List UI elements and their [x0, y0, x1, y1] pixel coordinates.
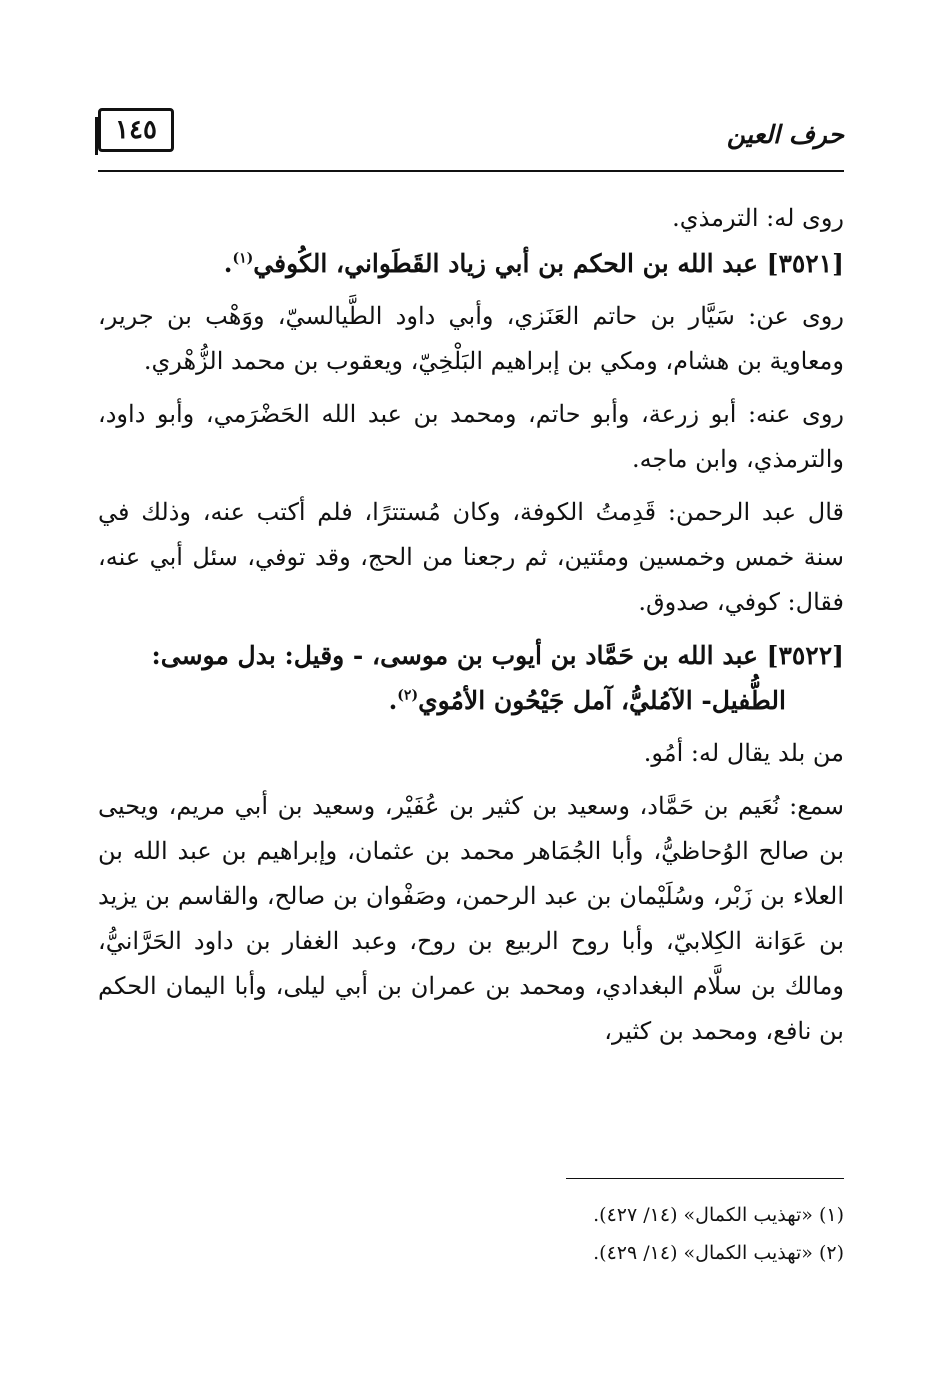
entry-3521-title: [٣٥٢١] عبد الله بن الحكم بن أبي زياد القَطَواني، الكُوفي — [253, 249, 844, 278]
page-header — [98, 108, 844, 168]
page-number: ١٤٥ — [115, 115, 157, 145]
entry-3521-end: . — [223, 249, 233, 278]
entry-heading-3522-cont — [98, 678, 844, 723]
footnotes — [98, 1196, 844, 1272]
running-title: حرف العين — [726, 120, 844, 149]
paragraph-narrators: روى عنه: أبو زرعة، وأبو حاتم، ومحمد بن عبد الله الحَضْرَمي، وأبو داود، والترمذي، وابن ماجه. — [98, 400, 844, 473]
header-rule — [98, 170, 844, 172]
paragraph-origin: من بلد يقال له: أمُو. — [643, 739, 844, 767]
footnote-ref-2: (٢) — [397, 687, 419, 704]
entry-heading-3521 — [98, 241, 844, 286]
footnote-1: (١) «تهذيب الكمال» (١٤/ ٤٢٧). — [593, 1204, 844, 1226]
entry-3522-title-line2: الطُّفيل- الآمُليُّ، آمل جَيْحُون الأمُوي — [418, 686, 786, 715]
entry-heading-3522 — [98, 633, 844, 678]
entry-3522-title-line1: [٣٥٢٢] عبد الله بن حَمَّاد بن أيوب بن موسى، - وقيل: بدل موسى: — [151, 641, 844, 670]
paragraph-narrated-by: روى له: الترمذي. — [672, 204, 844, 232]
footnote-ref-1: (١) — [232, 250, 254, 267]
footnote-2: (٢) «تهذيب الكمال» (١٤/ ٤٢٩). — [593, 1242, 844, 1264]
paragraph-quote: قال عبد الرحمن: قَدِمتُ الكوفة، وكان مُستترًا، فلم أكتب عنه، وذلك في سنة خمس وخمسين ومئتين، ثم رجعنا من الحج، وقد توفي، سئل أبي عنه، فقال: كوفي، صدوق. — [98, 498, 845, 616]
footnote-rule — [566, 1178, 844, 1179]
main-text — [98, 196, 844, 1062]
page-number-box — [98, 108, 174, 152]
paragraph-narrated-from: روى عن: سَيَّار بن حاتم العَنَزي، وأبي داود الطَّيالسيّ، ووَهْب بن جرير، ومعاوية بن هشام، ومكي بن إبراهيم البَلْخِيّ، ويعقوب بن محمد الزُّهْري. — [98, 302, 844, 375]
paragraph-heard-from: سمع: نُعَيم بن حَمَّاد، وسعيد بن كثير بن عُفَيْر، وسعيد بن أبي مريم، ويحيى بن صالح الوُحاظيُّ، وأبا الجُمَاهر محمد بن عثمان، وإبراهيم بن عبد الله بن العلاء بن زَبْر، وسُلَيْمان بن عبد الرحمن، وصَفْوان بن صالح، والقاسم بن يزيد بن عَوَانة الكِلابيّ، وأبا روح الربيع بن روح، وعبد الغفار بن داود الحَرَّانيُّ، ومالك بن سلَّام البغدادي، ومحمد بن عمران بن أبي ليلى، وأبا اليمان الحكم بن نافع، ومحمد بن كثير، — [98, 792, 844, 1045]
entry-3522-end: . — [388, 686, 398, 715]
